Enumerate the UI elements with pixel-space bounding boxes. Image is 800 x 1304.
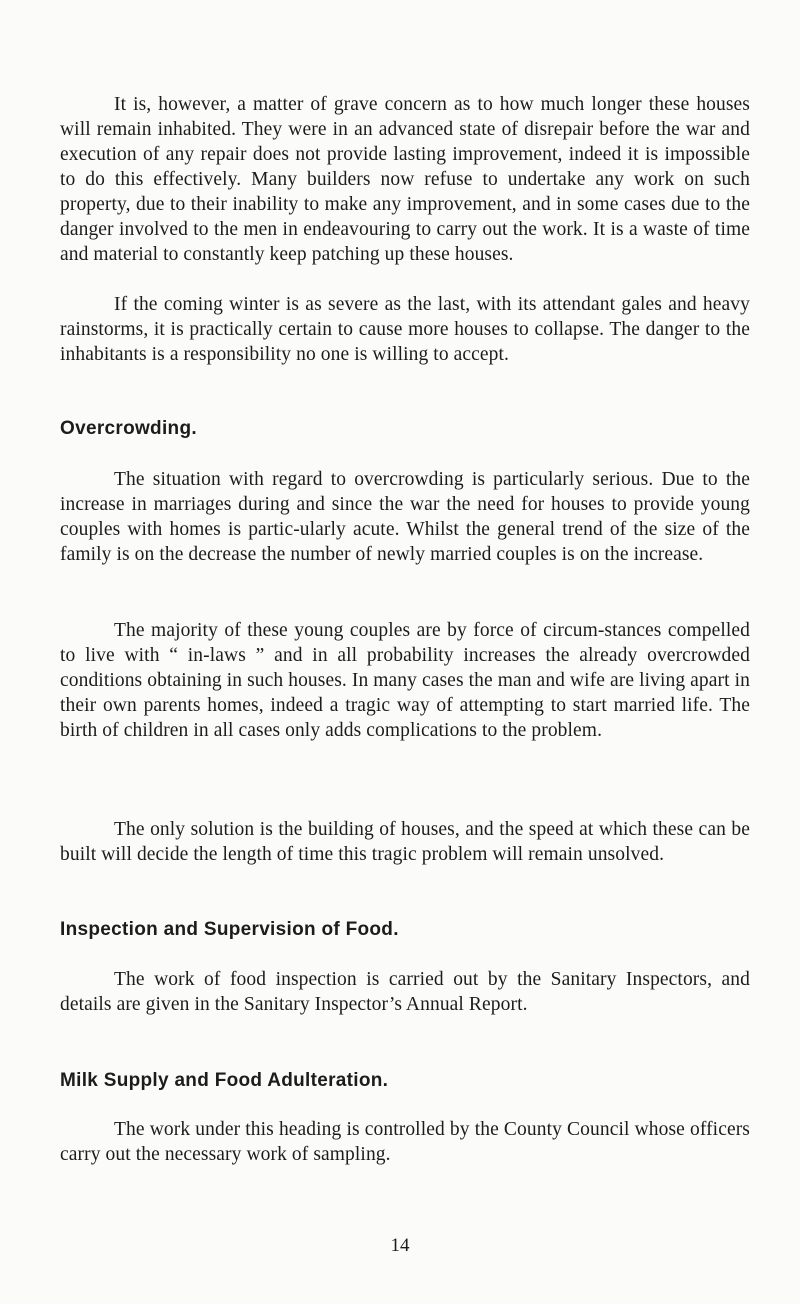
paragraph-only-solution: The only solution is the building of houses, and the speed at which these can be built will decide the length of time this tragic problem will remain unsolved. (60, 819, 750, 865)
heading-food-inspection: Inspection and Supervision of Food. (60, 919, 399, 940)
page-number: 14 (390, 1235, 410, 1256)
heading-milk-supply: Milk Supply and Food Adulteration. (60, 1070, 389, 1091)
paragraph-overcrowding-situation: The situation with regard to overcrowding is particularly serious. Due to the increase in marriages during and since the war the need for houses to provide young couples with homes is partic-ularly acute. Whilst the general trend of the size of the family is on the decrease the number of newly married couples is on the increase. (60, 469, 750, 565)
heading-overcrowding: Overcrowding. (60, 418, 197, 439)
paragraph-winter-danger: If the coming winter is as severe as the last, with its attendant gales and heavy rainstorms, it is practically certain to cause more houses to collapse. The danger to the inhabitants is a responsibility no one is willing to accept. (60, 294, 750, 365)
paragraph-repair-concern: It is, however, a matter of grave concern as to how much longer these houses will remain inhabited. They were in an advanced state of disrepair before the war and execution of any repair does not provide lasting improvement, indeed it is impossible to do this effectively. Many builders now refuse to undertake any work on such property, due to their inability to make any improvement, and in some cases due to the danger involved to the men in endeavouring to carry out the work. It is a waste of time and material to constantly keep patching up these houses. (60, 94, 750, 265)
paragraph-young-couples: The majority of these young couples are by force of circum-stances compelled to live with “ in-laws ” and in all probability increases the already overcrowded conditions obtaining in such houses. In many cases the man and wife are living apart in their own parents homes, indeed a tragic way of attempting to start married life. The birth of children in all cases only adds complications to the problem. (60, 620, 750, 741)
paragraph-milk-supply: The work under this heading is controlled by the County Council whose officers carry out the necessary work of sampling. (60, 1119, 750, 1165)
paragraph-food-inspection: The work of food inspection is carried out by the Sanitary Inspectors, and details are given in the Sanitary Inspector’s Annual Report. (60, 969, 750, 1015)
